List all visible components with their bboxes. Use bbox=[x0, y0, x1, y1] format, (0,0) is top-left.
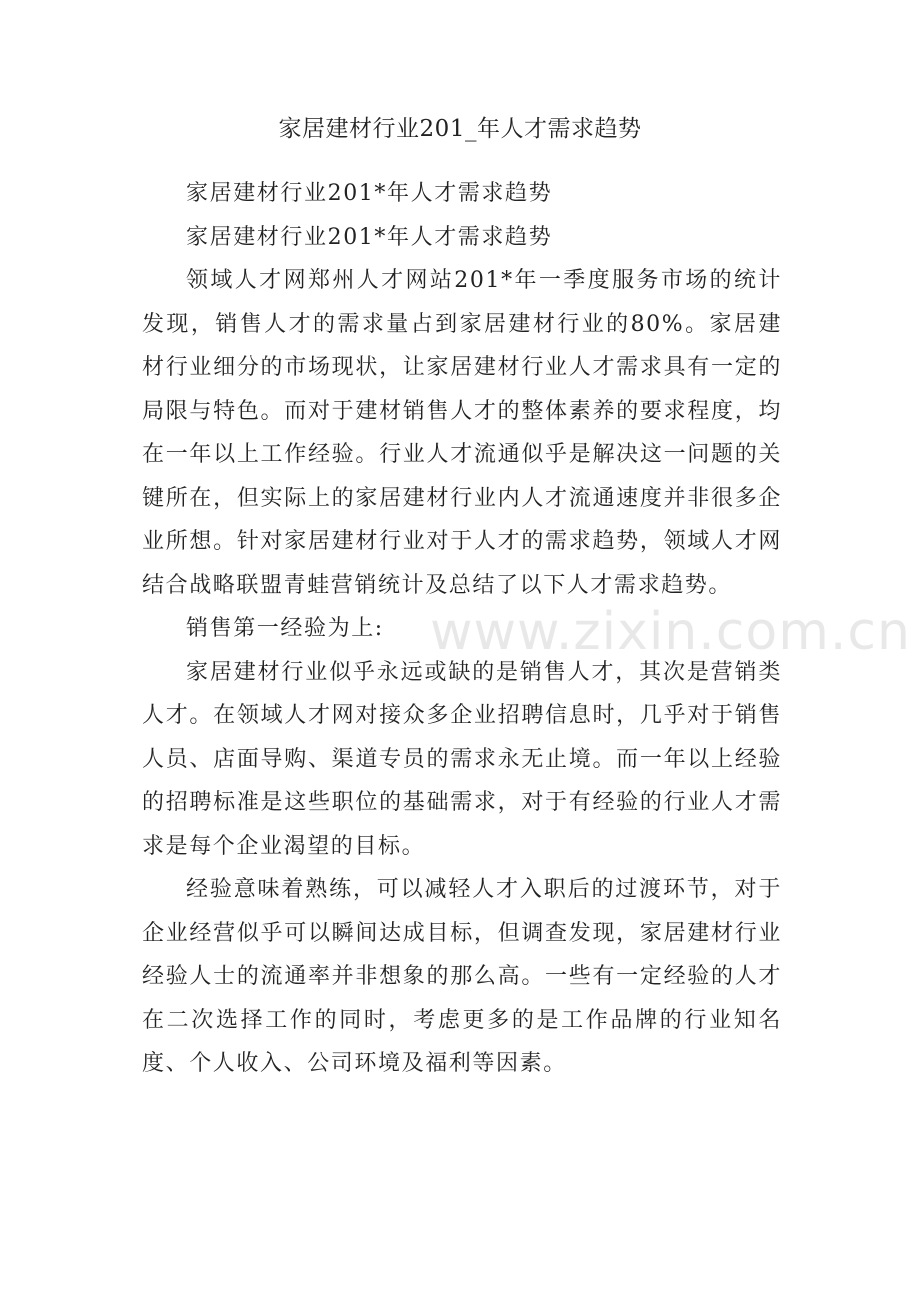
page-title: 家居建材行业201_年人才需求趋势 bbox=[278, 116, 642, 142]
body-paragraph: 经验意味着熟练，可以减轻人才入职后的过渡环节，对于企业经营似乎可以瞬间达成目标，但调查发现，家居建材行业经验人士的流通率并非想象的那么高。一些有一定经验的人才在二次选择工作的同时，考虑更多的是工作品牌的行业知名度、个人收入、公司环境及福利等因素。 bbox=[142, 877, 782, 1076]
document-body bbox=[142, 172, 782, 1086]
watermark: www.zixin.com.cn bbox=[430, 602, 911, 662]
section-heading: 销售第一经验为上: bbox=[186, 616, 384, 641]
body-paragraph: 家居建材行业似乎永远或缺的是销售人才，其次是营销类人才。在领域人才网对接众多企业招聘信息时，几乎对于销售人员、店面导购、渠道专员的需求永无止境。而一年以上经验的招聘标准是这些职位的基础需求，对于有经验的行业人才需求是每个企业渴望的目标。 bbox=[142, 659, 782, 859]
body-paragraph: 领域人才网郑州人才网站201*年一季度服务市场的统计发现，销售人才的需求量占到家居建材行业的80%。家居建材行业细分的市场现状，让家居建材行业人才需求具有一定的局限与特色。而对于建材销售人才的整体素养的要求程度，均在一年以上工作经验。行业人才流通似乎是解决这一问题的关键所在，但实际上的家居建材行业内人才流通速度并非很多企业所想。针对家居建材行业对于人才的需求趋势，领域人才网结合战略联盟青蛙营销统计及总结了以下人才需求趋势。 bbox=[142, 268, 782, 598]
subtitle-line: 家居建材行业201*年人才需求趋势 bbox=[186, 181, 553, 206]
subtitle-line: 家居建材行业201*年人才需求趋势 bbox=[186, 224, 553, 250]
